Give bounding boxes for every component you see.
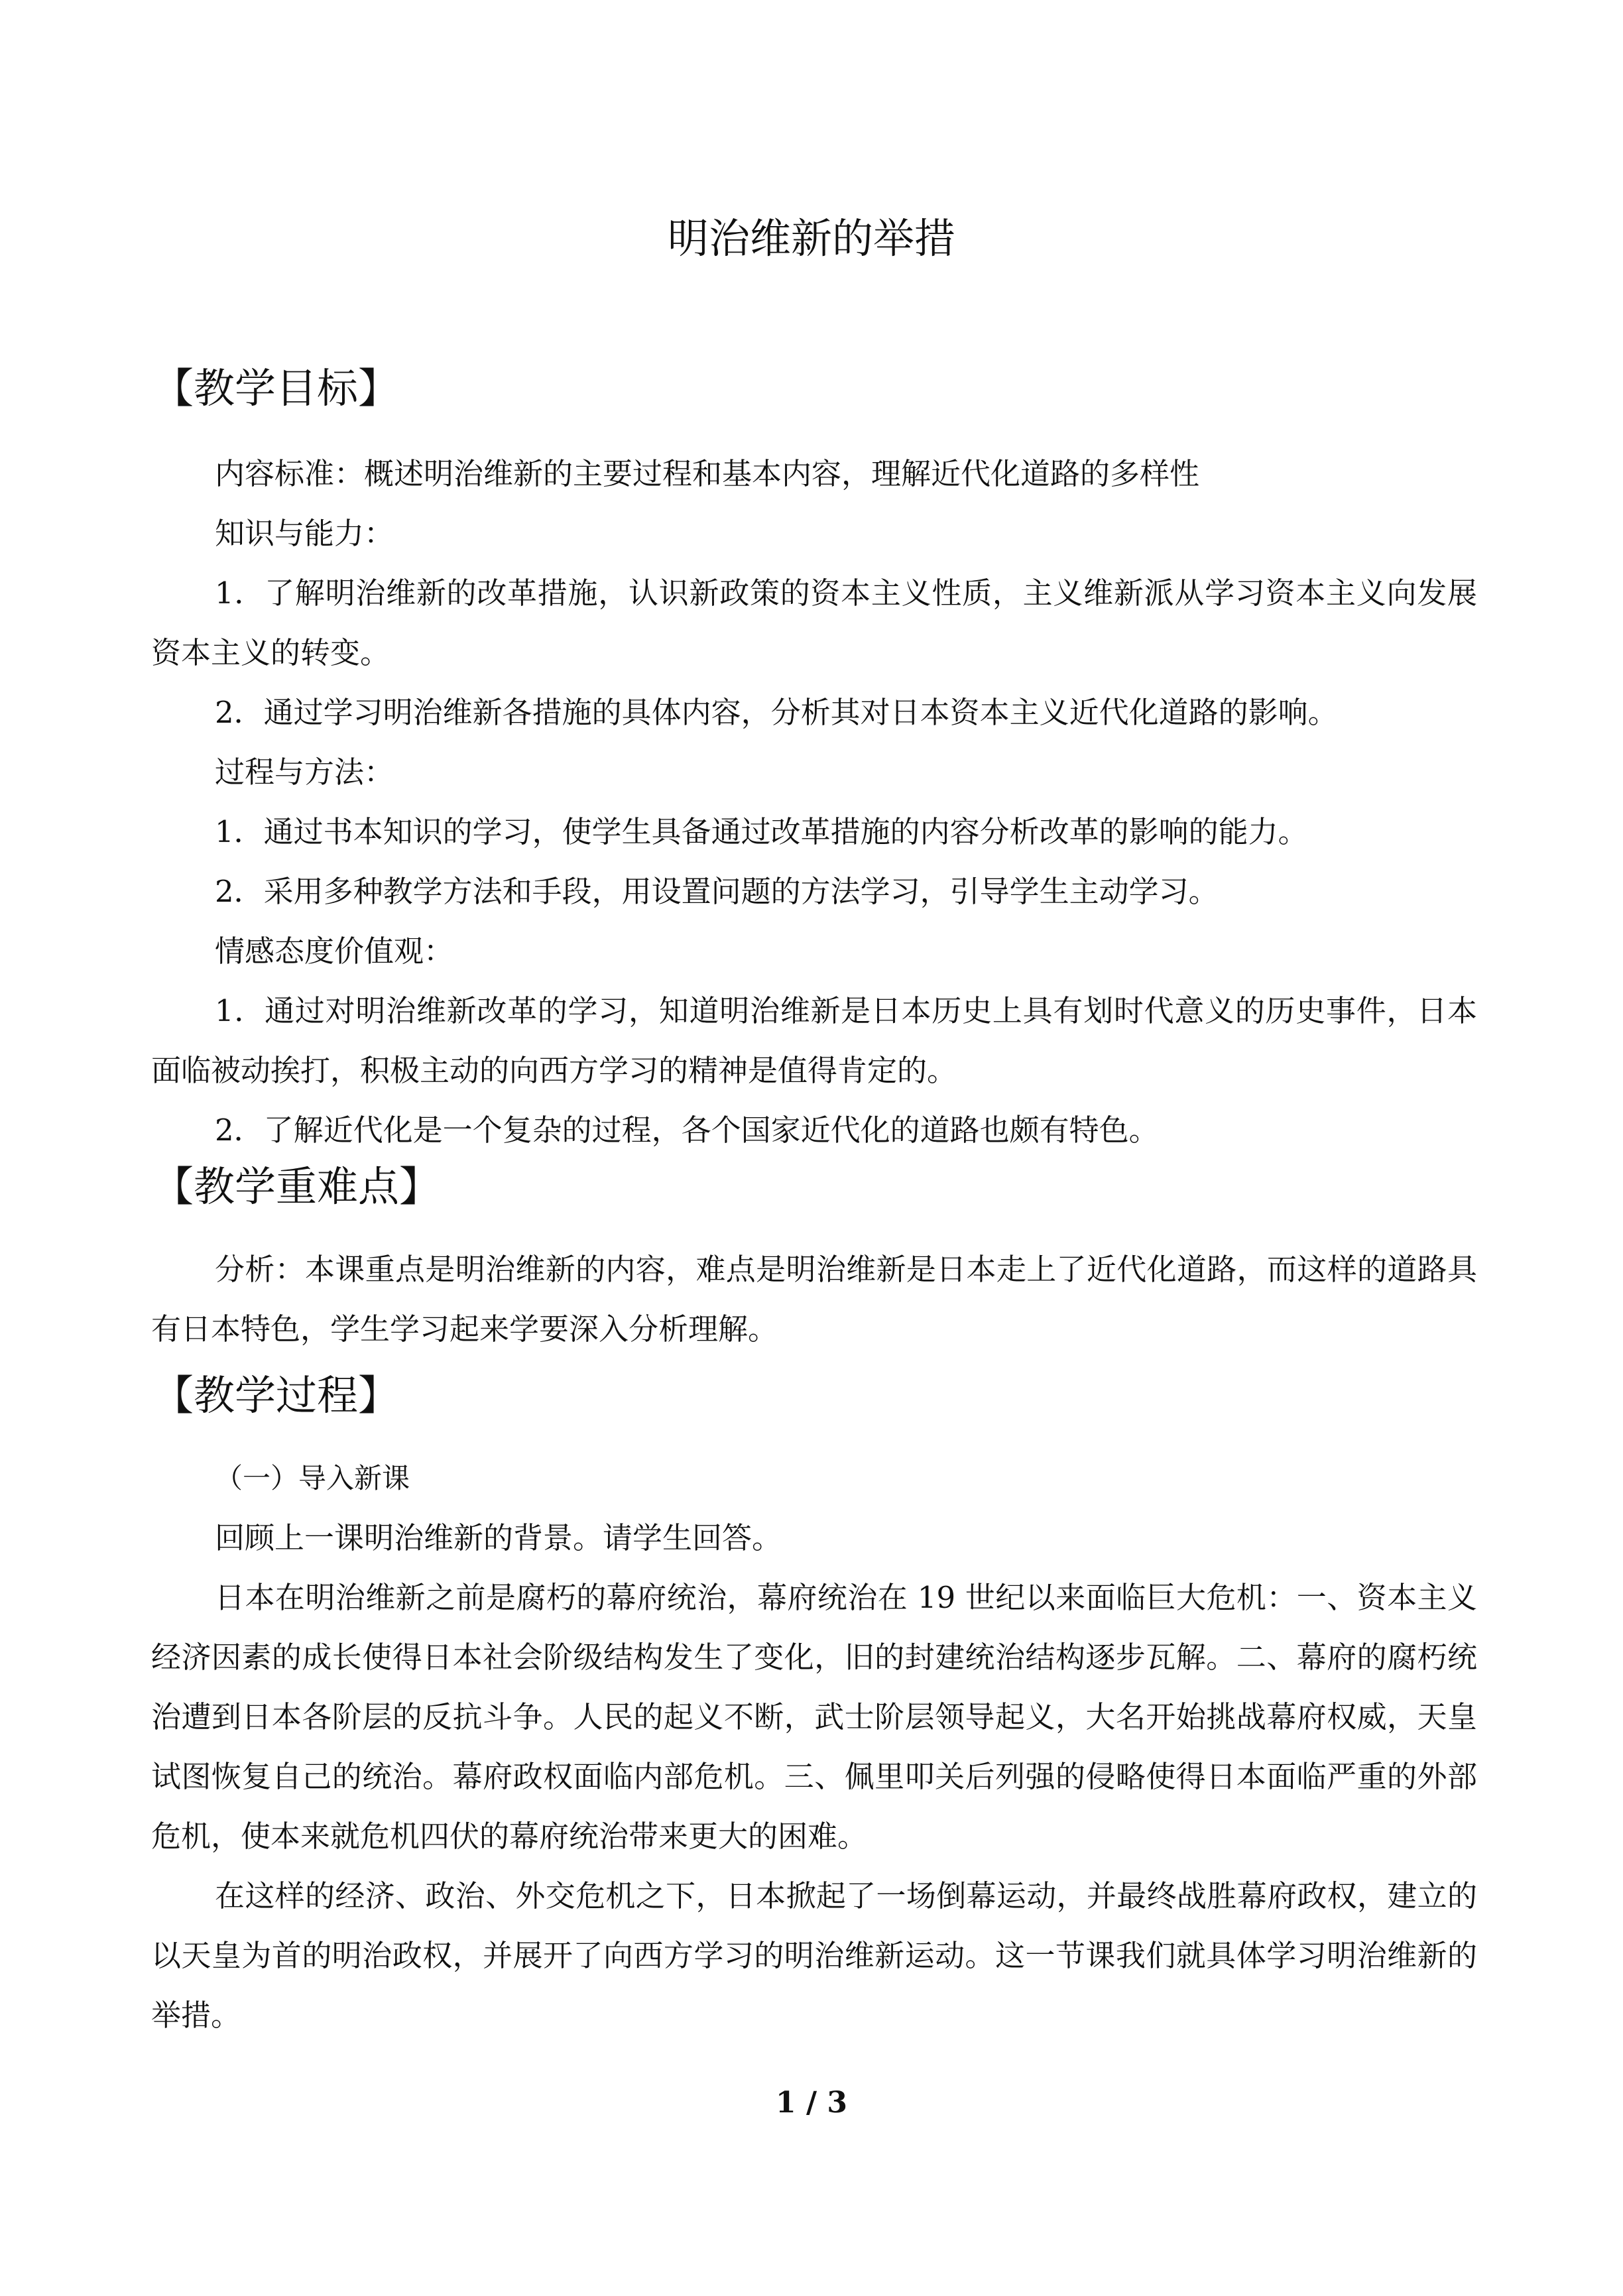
process-method-label: 过程与方法： xyxy=(215,755,394,790)
key-points-analysis: 分析：本课重点是明治维新的内容，难点是明治维新是日本走上了近代化道路，而这样的道路具有日本特色，学生学习起来学要深入分析理解。 xyxy=(151,1252,1477,1347)
knowledge-ability-label: 知识与能力： xyxy=(215,516,394,551)
page-number: 1 / 3 xyxy=(776,2086,847,2120)
section-heading-key-points: 【教学重难点】 xyxy=(152,1162,441,1211)
knowledge-item-1: 1．了解明治维新的改革措施，认识新政策的资本主义性质，主义维新派从学习资本主义向发展资本主义的转变。 xyxy=(151,575,1477,670)
values-label: 情感态度价值观： xyxy=(215,934,454,969)
knowledge-item-2: 2．通过学习明治维新各措施的具体内容，分析其对日本资本主义近代化道路的影响。 xyxy=(215,695,1338,730)
values-item-2: 2．了解近代化是一个复杂的过程，各个国家近代化的道路也颇有特色。 xyxy=(215,1113,1159,1148)
process-item-1: 1．通过书本知识的学习，使学生具备通过改革措施的内容分析改革的影响的能力。 xyxy=(215,814,1308,849)
background-paragraph: 日本在明治维新之前是腐朽的幕府统治，幕府统治在 19 世纪以来面临巨大危机：一、资本主义经济因素的成长使得日本社会阶级结构发生了变化，旧的封建统治结构逐步瓦解。二、幕府的腐朽统治遭到日本各阶层的反抗斗争。人民的起义不断，武士阶层领导起义，大名开始挑战幕府权威，天皇试图恢复自己的统治。幕府政权面临内部危机。三、佩里叩关后列强的侵略使得日本面临严重的外部危机，使本来就危机四伏的幕府统治带来更大的困难。 xyxy=(151,1580,1477,1854)
section-heading-objectives: 【教学目标】 xyxy=(152,364,400,412)
intro-subheading: （一）导入新课 xyxy=(215,1462,410,1494)
content-standard-paragraph: 内容标准：概述明治维新的主要过程和基本内容，理解近代化道路的多样性 xyxy=(215,456,1200,491)
values-item-1: 1．通过对明治维新改革的学习，知道明治维新是日本历史上具有划时代意义的历史事件，日本面临被动挨打，积极主动的向西方学习的精神是值得肯定的。 xyxy=(151,993,1477,1088)
process-item-2: 2．采用多种教学方法和手段，用设置问题的方法学习，引导学生主动学习。 xyxy=(215,874,1219,909)
transition-paragraph: 在这样的经济、政治、外交危机之下，日本掀起了一场倒幕运动，并最终战胜幕府政权，建立的以天皇为首的明治政权，并展开了向西方学习的明治维新运动。这一节课我们就具体学习明治维新的举措。 xyxy=(151,1878,1477,2033)
section-heading-process: 【教学过程】 xyxy=(152,1371,400,1420)
review-paragraph: 回顾上一课明治维新的背景。请学生回答。 xyxy=(215,1520,782,1555)
page-title: 明治维新的举措 xyxy=(667,214,955,263)
